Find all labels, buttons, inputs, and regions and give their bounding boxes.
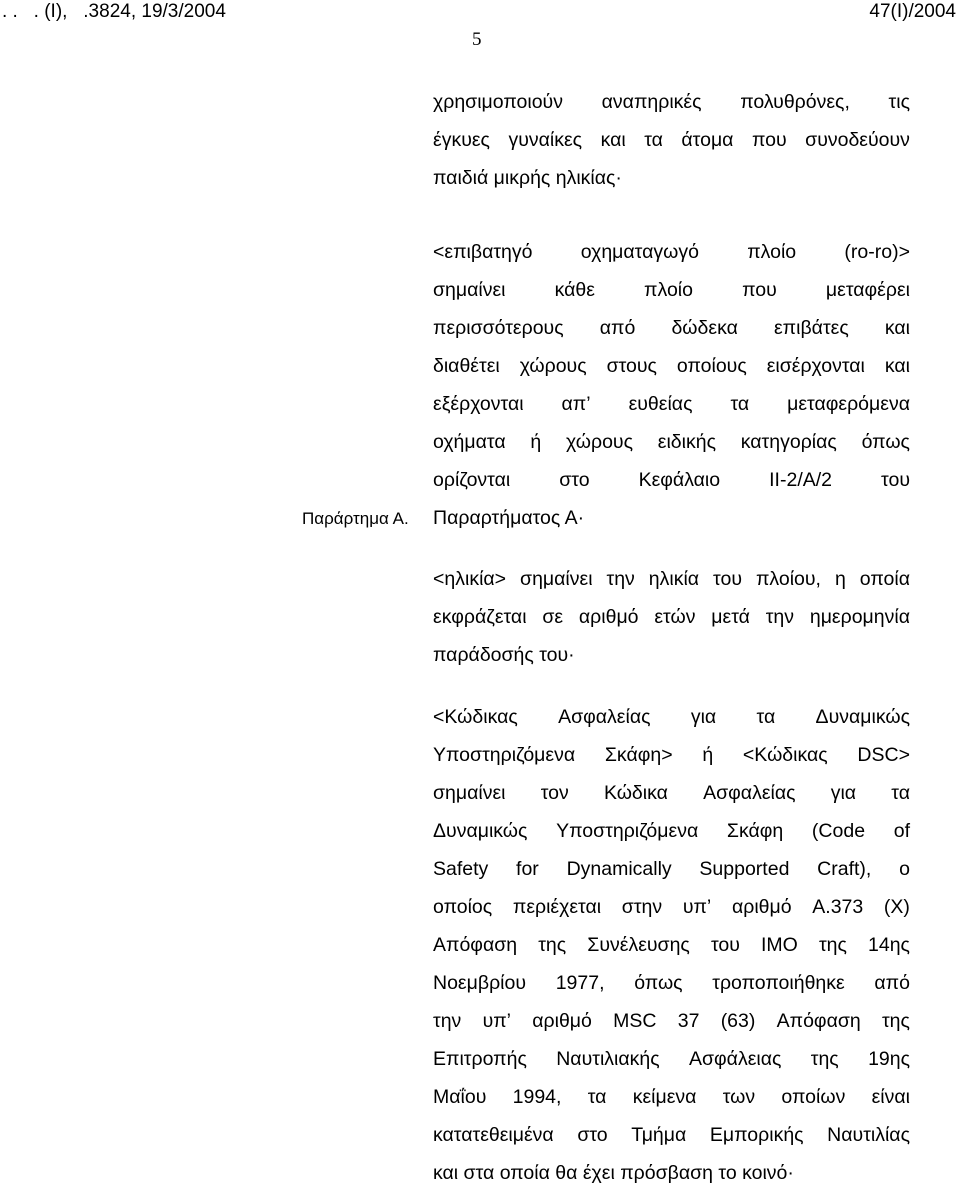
text-line: σημαίνει κάθε πλοίο που μεταφέρει xyxy=(433,279,910,301)
text-line: οποίος περιέχεται στην υπ’ αριθμό A.373 (X) xyxy=(433,896,910,918)
margin-note: Παράρτημα Α. xyxy=(302,509,409,528)
text-line: Υποστηριζόμενα Σκάφη> ή <Κώδικας DSC> xyxy=(433,744,910,766)
text-line: περισσότερους από δώδεκα επιβάτες και xyxy=(433,317,910,339)
text-line: κατατεθειμένα στο Τμήμα Εμπορικής Ναυτιλίας xyxy=(433,1124,910,1146)
text-line: ορίζονται στο Κεφάλαιο II-2/A/2 του xyxy=(433,469,910,491)
text-line: <ηλικία> σημαίνει την ηλικία του πλοίου, η οποία xyxy=(433,568,910,590)
text-line: Δυναμικώς Υποστηριζόμενα Σκάφη (Code of xyxy=(433,820,910,842)
header-right: 47(I)/2004 xyxy=(869,1,956,22)
header-left: . . . (I), .3824, 19/3/2004 xyxy=(2,1,226,22)
text-line: και στα οποία θα έχει πρόσβαση το κοινό· xyxy=(433,1162,794,1184)
page-number: 5 xyxy=(472,29,482,50)
text-line: Νοεμβρίου 1977, όπως τροποποιήθηκε από xyxy=(433,972,910,994)
text-line: χρησιμοποιούν αναπηρικές πολυθρόνες, τις xyxy=(433,91,910,113)
text-line: Απόφαση της Συνέλευσης του IMO της 14ης xyxy=(433,934,910,956)
text-line: έγκυες γυναίκες και τα άτομα που συνοδεύουν xyxy=(433,129,910,151)
text-line: παιδιά μικρής ηλικίας· xyxy=(433,167,622,189)
text-line: οχήματα ή χώρους ειδικής κατηγορίας όπως xyxy=(433,431,910,453)
text-line: διαθέτει χώρους στους οποίους εισέρχονται και xyxy=(433,355,910,377)
text-line: Παραρτήματος Α· xyxy=(433,507,585,529)
text-line: σημαίνει τον Κώδικα Ασφαλείας για τα xyxy=(433,782,910,804)
text-line: εξέρχονται απ’ ευθείας τα μεταφερόμενα xyxy=(433,393,910,415)
text-line: Safety for Dynamically Supported Craft), ο xyxy=(433,858,910,880)
text-line: εκφράζεται σε αριθμό ετών μετά την ημερομηνία xyxy=(433,606,910,628)
text-line: την υπ’ αριθμό MSC 37 (63) Απόφαση της xyxy=(433,1010,910,1032)
text-line: <Κώδικας Ασφαλείας για τα Δυναμικώς xyxy=(433,706,910,728)
text-line: παράδοσής του· xyxy=(433,644,575,666)
text-line: Μαΐου 1994, τα κείμενα των οποίων είναι xyxy=(433,1086,910,1108)
text-line: <επιβατηγό οχηματαγωγό πλοίο (ro-ro)> xyxy=(433,241,910,263)
text-line: Επιτροπής Ναυτιλιακής Ασφάλειας της 19ης xyxy=(433,1048,910,1070)
